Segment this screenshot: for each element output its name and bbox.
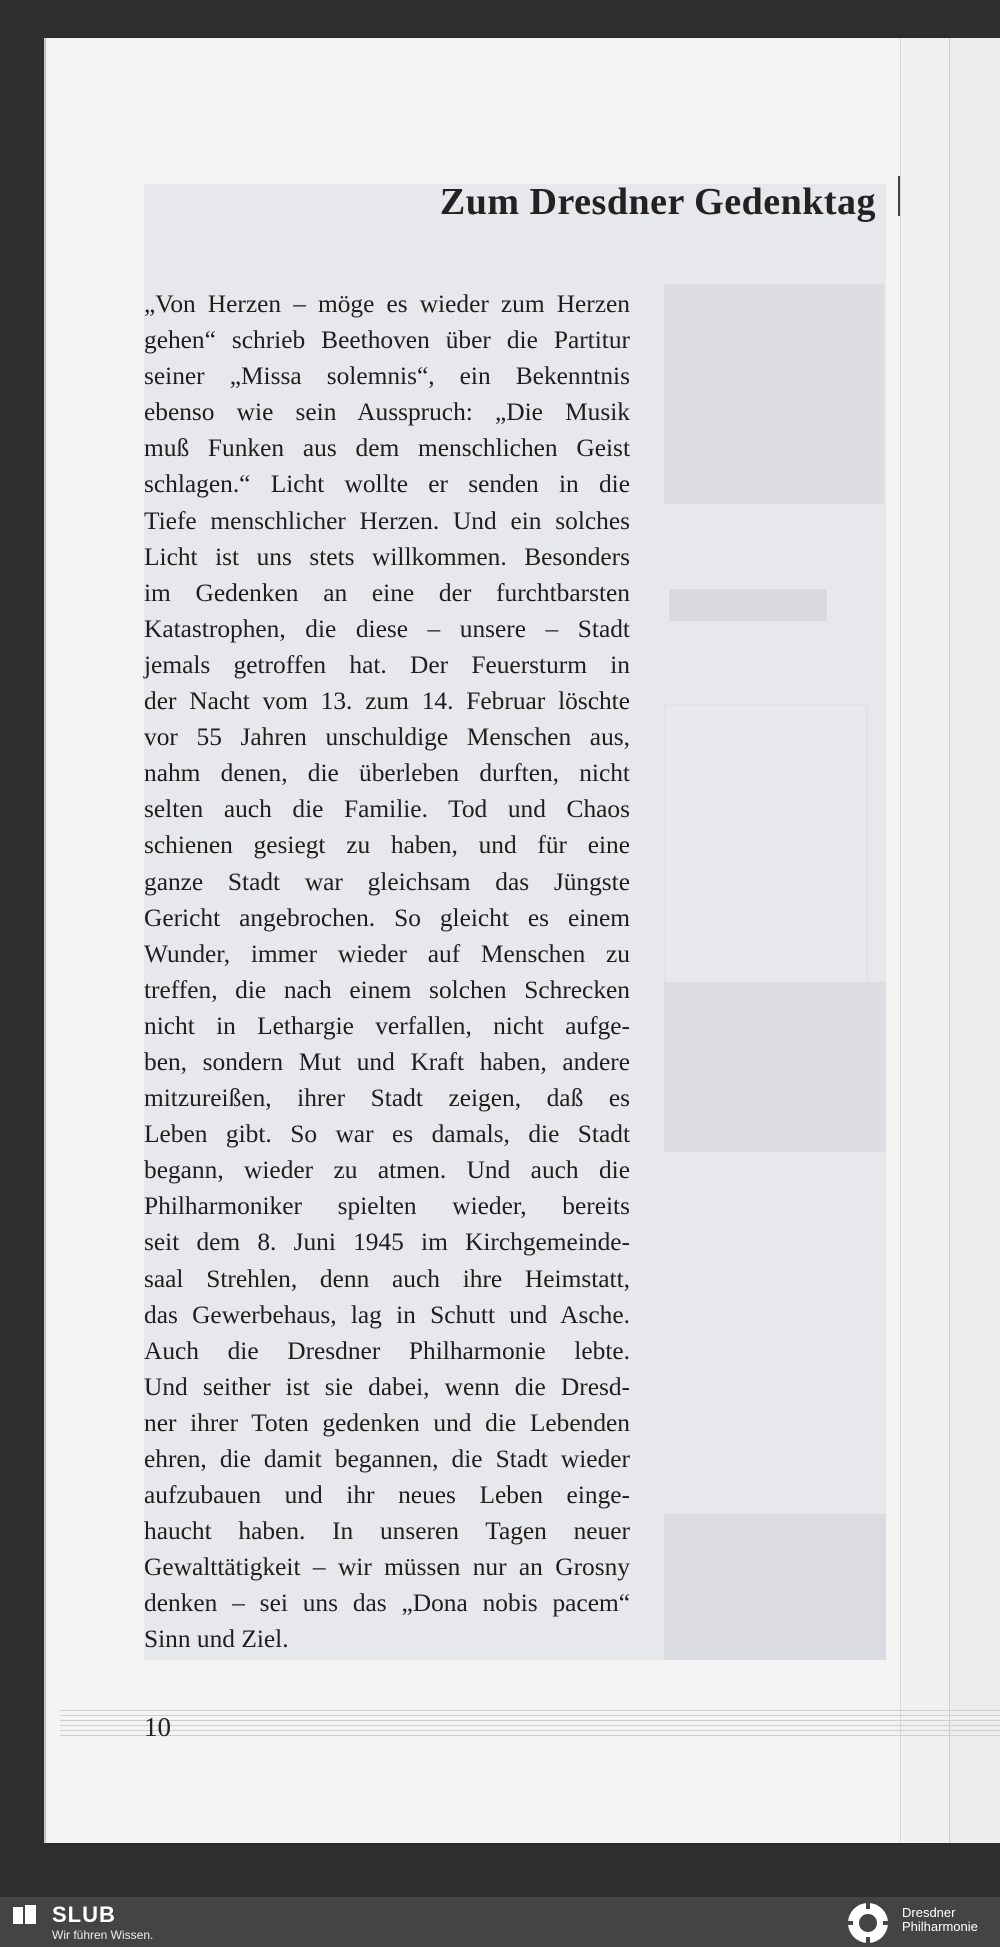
- body-line: Katastrophen, die diese – unsere – Stadt: [144, 614, 630, 643]
- body-line: begann, wieder zu atmen. Und auch die: [144, 1156, 630, 1185]
- body-line: jemals getroffen hat. Der Feuersturm in: [144, 650, 630, 679]
- body-line: Tiefe menschlicher Herzen. Und ein solches: [144, 506, 630, 535]
- body-line: nahm denen, die überleben durften, nicht: [144, 759, 630, 788]
- philharmonie-logo-icon: [842, 1901, 894, 1945]
- footer-rules: [60, 1710, 1000, 1750]
- body-line: muß Funken aus dem menschlichen Geist: [144, 434, 630, 463]
- body-line: Und seither ist sie dabei, wenn die Dresd-: [144, 1372, 630, 1401]
- body-line: ner ihrer Toten gedenken und die Lebenden: [144, 1408, 630, 1437]
- philharmonie-name-line2: Philharmonie: [902, 1919, 978, 1934]
- page-fold-edge: [900, 38, 949, 1843]
- body-line: haucht haben. In unseren Tagen neuer: [144, 1517, 630, 1546]
- book-icon: [12, 1904, 38, 1926]
- bleed-through-block: [664, 1514, 886, 1660]
- page-heading: Zum Dresdner Gedenktag: [439, 181, 876, 223]
- bleed-through-block: [664, 284, 884, 504]
- body-line: Wunder, immer wieder auf Menschen zu: [144, 939, 630, 968]
- slub-tagline: Wir führen Wissen.: [52, 1928, 154, 1942]
- body-line: mitzureißen, ihrer Stadt zeigen, daß es: [144, 1084, 630, 1113]
- body-line: schienen gesiegt zu haben, und für eine: [144, 831, 630, 860]
- body-line: der Nacht vom 13. zum 14. Februar löschte: [144, 687, 630, 716]
- body-line: im Gedenken an eine der furchtbarsten: [144, 578, 630, 607]
- heading-rule: [898, 176, 900, 216]
- body-line: aufzubauen und ihr neues Leben einge-: [144, 1481, 630, 1510]
- body-line: gehen“ schrieb Beethoven über die Partitur: [144, 326, 630, 355]
- body-line: vor 55 Jahren unschuldige Menschen aus,: [144, 723, 630, 752]
- body-line: seit dem 8. Juni 1945 im Kirchgemeinde-: [144, 1228, 630, 1257]
- body-line: Auch die Dresdner Philharmonie lebte.: [144, 1336, 630, 1365]
- philharmonie-name: [902, 1906, 978, 1934]
- page-number: 10: [144, 1712, 171, 1742]
- body-line: denken – sei uns das „Dona nobis pacem“: [144, 1589, 630, 1618]
- body-line: selten auch die Familie. Tod und Chaos: [144, 795, 630, 824]
- slub-logo-text[interactable]: SLUB: [52, 1902, 116, 1927]
- body-line: Licht ist uns stets willkommen. Besonders: [144, 542, 630, 571]
- adjacent-page-edge: [948, 38, 1000, 1843]
- philharmonie-name-line1: Dresdner: [902, 1905, 956, 1920]
- body-line: saal Strehlen, denn auch ihre Heimstatt,: [144, 1264, 630, 1293]
- body-line: ganze Stadt war gleichsam das Jüngste: [144, 867, 630, 896]
- body-line: nicht in Lethargie verfallen, nicht aufge-: [144, 1011, 630, 1040]
- body-line: Gewalttätigkeit – wir müssen nur an Grosny: [144, 1553, 630, 1582]
- body-line: Gericht angebrochen. So gleicht es einem: [144, 903, 630, 932]
- body-line: das Gewerbehaus, lag in Schutt und Asche.: [144, 1300, 630, 1329]
- body-line: ben, sondern Mut und Kraft haben, andere: [144, 1047, 630, 1076]
- article-body: [144, 286, 630, 1658]
- body-line: Leben gibt. So war es damals, die Stadt: [144, 1120, 630, 1149]
- bleed-through-block: [669, 589, 827, 621]
- body-line: ebenso wie sein Ausspruch: „Die Musik: [144, 398, 630, 427]
- body-line: treffen, die nach einem solchen Schrecken: [144, 975, 630, 1004]
- body-line: „Von Herzen – möge es wieder zum Herzen: [144, 290, 630, 318]
- body-line: Philharmoniker spielten wieder, bereits: [144, 1192, 630, 1221]
- body-line: schlagen.“ Licht wollte er senden in die: [144, 470, 630, 499]
- bleed-through-block: [664, 982, 886, 1152]
- body-line: seiner „Missa solemnis“, ein Bekenntnis: [144, 362, 630, 391]
- body-line: ehren, die damit begannen, die Stadt wieder: [144, 1445, 630, 1473]
- body-line: Sinn und Ziel.: [144, 1625, 289, 1654]
